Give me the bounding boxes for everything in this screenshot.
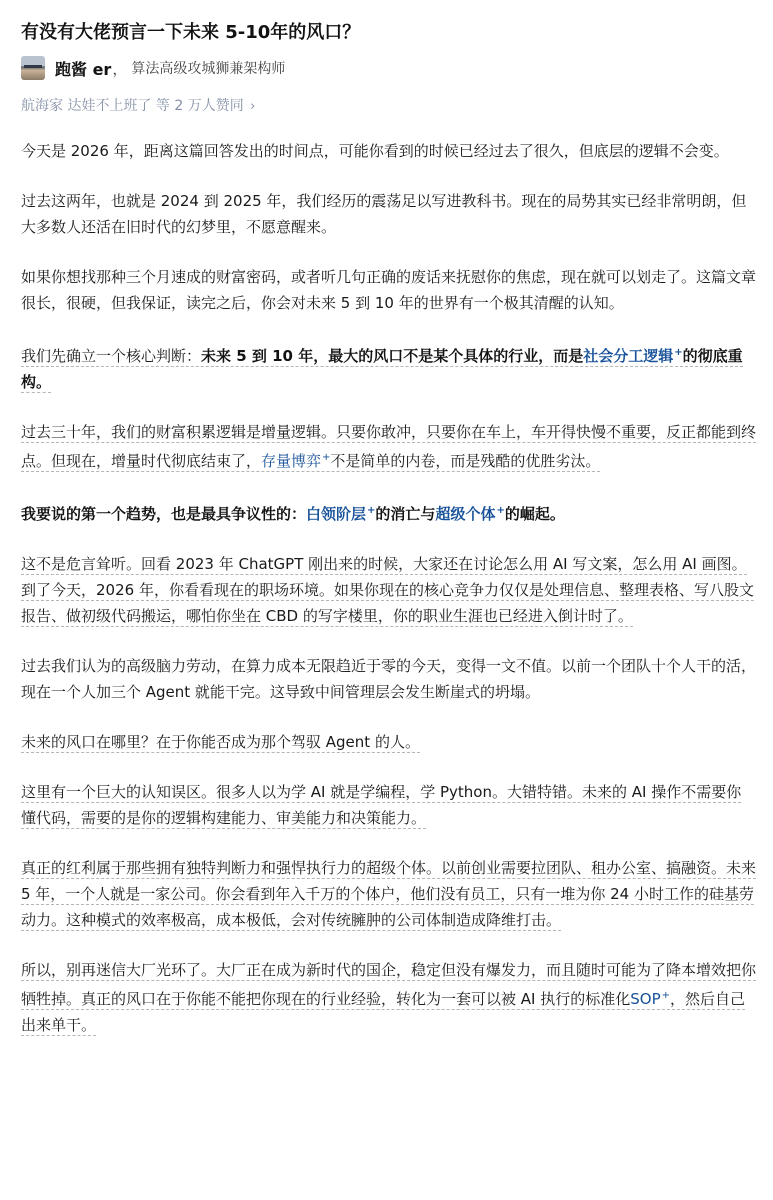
paragraph-10-text: 这里有一个巨大的认知误区。很多人以为学 AI 就是学编程，学 Python。大错特错。未来的 AI 操作不需要你懂代码，需要的是你的逻辑构建能力、审美能力和决策能力。 <box>21 783 742 827</box>
paragraph-6-bold-mid: 的消亡与 <box>375 505 436 523</box>
paragraph-5-text: 过去三十年，我们的财富积累逻辑是增量逻辑。只要你敢冲，只要你在车上，车开得快慢不重要，反正都能到终点。但现在，增量时代彻底结束了， <box>21 423 757 470</box>
plus-icon: + <box>496 505 505 516</box>
paragraph-7 <box>21 551 756 629</box>
paragraph-11-text: 真正的红利属于那些拥有独特判断力和强悍执行力的超级个体。以前创业需要拉团队、租办公室、搞融资。未来 5 年，一个人就是一家公司。你会看到年入千万的个体户，他们没有员工，只有一堆为你 24 小时工作的硅基劳动力。这种模式的效率极高，成本极低，会对传统臃肿的公司体制造成降维打击。 <box>21 859 757 929</box>
plus-icon: + <box>674 347 683 358</box>
paragraph-12-text-end: ，然后自己出来单干。 <box>21 990 746 1034</box>
paragraph-6 <box>21 498 756 527</box>
keyword-link-social-division[interactable]: 社会分工逻辑+ <box>583 347 683 365</box>
paragraph-12 <box>21 957 756 1038</box>
author-separator: ， <box>112 59 128 78</box>
paragraph-12-text: 所以，别再迷信大厂光环了。大厂正在成为新时代的国企，稳定但没有爆发力，而且随时可能为了降本增效把你牺牲掉。真正的风口在于你能不能把你现在的行业经验，转化为一套可以被 AI 执行的标准化 <box>21 961 757 1008</box>
plus-icon: + <box>367 505 376 516</box>
author-name[interactable]: 跑酱 er <box>55 59 112 79</box>
avatar[interactable] <box>21 56 45 80</box>
plus-icon: + <box>322 452 331 463</box>
paragraph-3: 如果你想找那种三个月速成的财富密码，或者听几句正确的废话来抚慰你的焦虑，现在就可以划走了。这篇文章很长，很硬，但我保证，读完之后，你会对未来 5 到 10 年的世界有一个极其清醒的认知。 <box>21 268 757 312</box>
paragraph-1: 今天是 2026 年，距离这篇回答发出的时间点，可能你看到的时候已经过去了很久，但底层的逻辑不会变。 <box>21 142 729 160</box>
author-row <box>21 55 753 81</box>
paragraph-4-bold: 未来 5 到 10 年，最大的风口不是某个具体的行业，而是 <box>201 347 584 365</box>
answer-content <box>21 138 756 1038</box>
paragraph-11 <box>21 855 756 933</box>
keyword-link-white-collar[interactable]: 白领阶层+ <box>306 505 376 523</box>
paragraph-7-text: 这不是危言耸听。回看 2023 年 ChatGPT 刚出来的时候，大家还在讨论怎么用 AI 写文案，怎么用 AI 画图。到了今天，2026 年，你看看现在的职场环境。如果你现在的核心竞争力仅仅是处理信息、整理表格、写八股文报告、做初级代码搬运，哪怕你坐在 CBD 的写字楼里，你的职业生涯也已经进入倒计时了。 <box>21 555 754 625</box>
paragraph-8: 过去我们认为的高级脑力劳动，在算力成本无限趋近于零的今天，变得一文不值。以前一个团队十个人干的活，现在一个人加三个 Agent 就能干完。这导致中间管理层会发生断崖式的坍塌。 <box>21 657 757 701</box>
keyword-link-sop[interactable]: SOP+ <box>630 990 670 1008</box>
voters-text: 航海家 达娃不上班了 等 2 万人赞同 <box>21 98 244 114</box>
paragraph-4-text: 我们先确立一个核心判断： <box>21 347 202 365</box>
question-title[interactable]: 有没有大佬预言一下未来 5-10年的风口？ <box>21 22 361 43</box>
paragraph-4 <box>21 340 756 395</box>
author-bio: 算法高级攻城狮兼架构师 <box>131 61 286 77</box>
plus-icon: + <box>661 990 670 1001</box>
keyword-link-stock-game[interactable]: 存量博弈+ <box>261 452 331 470</box>
paragraph-5-text-end: 不是简单的内卷，而是残酷的优胜劣汰。 <box>330 452 601 470</box>
voters-link[interactable] <box>21 95 753 115</box>
chevron-right-icon: › <box>250 99 256 114</box>
keyword-link-super-individual[interactable]: 超级个体+ <box>435 505 505 523</box>
paragraph-4-bold-end: 的彻底重构。 <box>21 347 743 391</box>
paragraph-2: 过去这两年，也就是 2024 到 2025 年，我们经历的震荡足以写进教科书。现在的局势其实已经非常明朗，但大多数人还活在旧时代的幻梦里，不愿意醒来。 <box>21 192 747 236</box>
paragraph-10 <box>21 779 756 831</box>
paragraph-9 <box>21 729 756 755</box>
paragraph-5 <box>21 419 756 474</box>
paragraph-6-bold-end: 的崛起。 <box>504 505 565 523</box>
paragraph-6-bold: 我要说的第一个趋势，也是最具争议性的： <box>21 505 307 523</box>
paragraph-9-text: 未来的风口在哪里？在于你能否成为那个驾驭 Agent 的人。 <box>21 733 420 751</box>
